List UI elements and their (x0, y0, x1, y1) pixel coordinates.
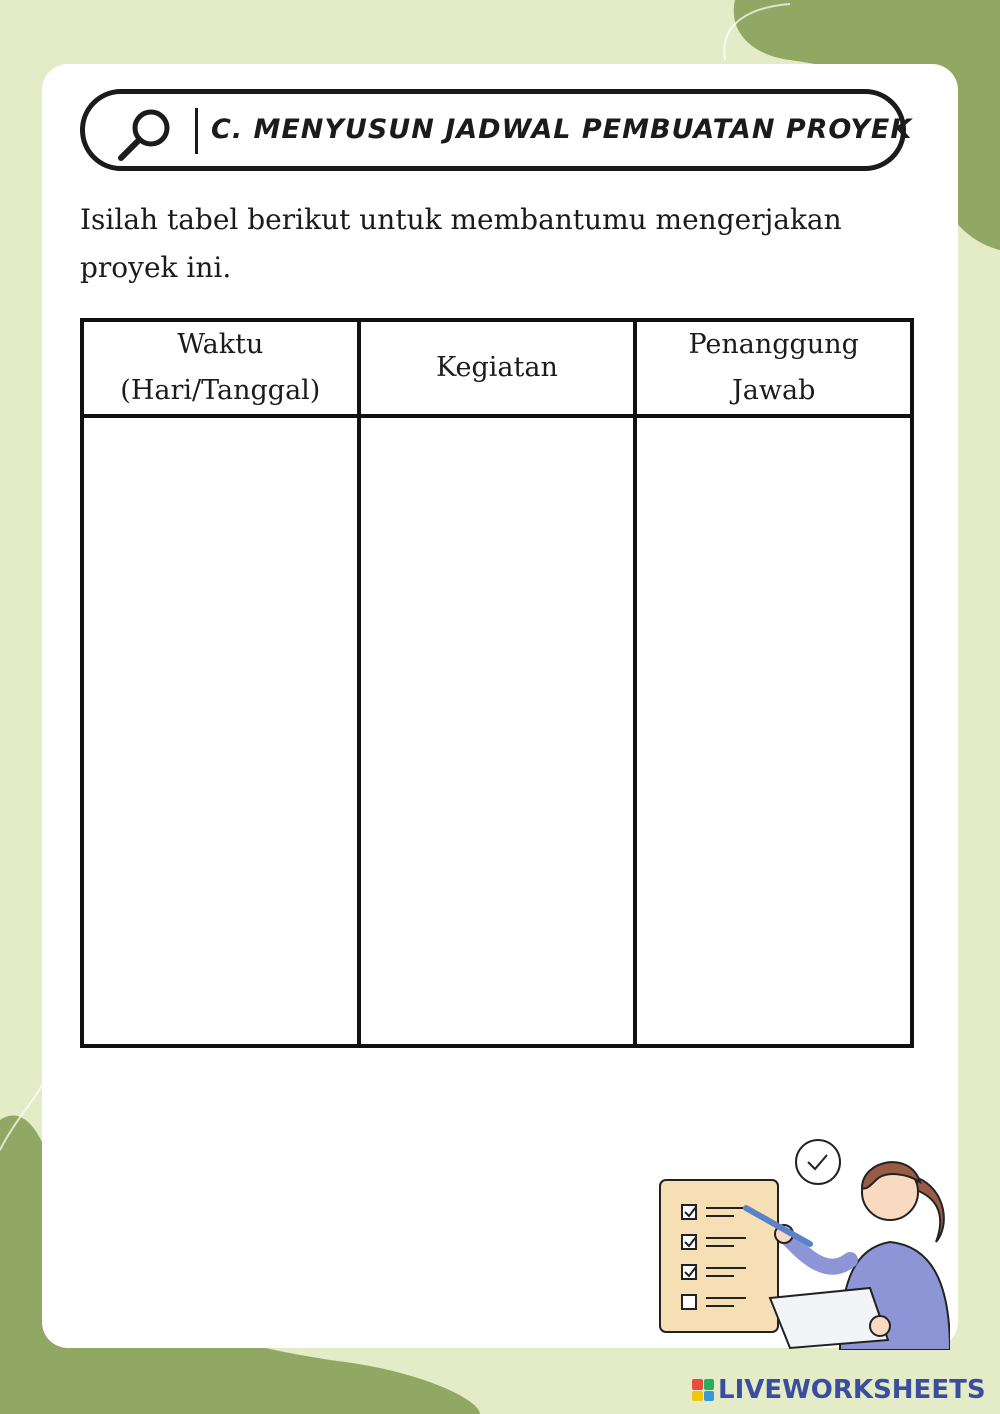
table-header-row (82, 320, 912, 416)
logo-icon (692, 1379, 714, 1401)
table-row (82, 416, 912, 1046)
search-icon (115, 104, 177, 166)
instruction-text: Isilah tabel berikut untuk membantumu mengerjakan proyek ini. (80, 203, 842, 284)
section-title: C. MENYUSUN JADWAL PEMBUATAN PROYEK (211, 114, 913, 145)
cell-penanggung-jawab-input[interactable] (635, 416, 912, 1046)
checklist-woman-illustration (650, 1130, 950, 1350)
header-divider (195, 108, 198, 154)
schedule-table (80, 318, 914, 1048)
liveworksheets-logo (692, 1374, 986, 1406)
logo-text: LIVEWORKSHEETS (718, 1375, 986, 1405)
cell-waktu-input[interactable] (82, 416, 359, 1046)
column-header-penanggung-jawab: Penanggung Jawab (635, 320, 912, 416)
section-header (80, 89, 913, 171)
cell-kegiatan-input[interactable] (359, 416, 636, 1046)
column-header-waktu: Waktu (Hari/Tanggal) (82, 320, 359, 416)
column-header-kegiatan: Kegiatan (359, 320, 636, 416)
